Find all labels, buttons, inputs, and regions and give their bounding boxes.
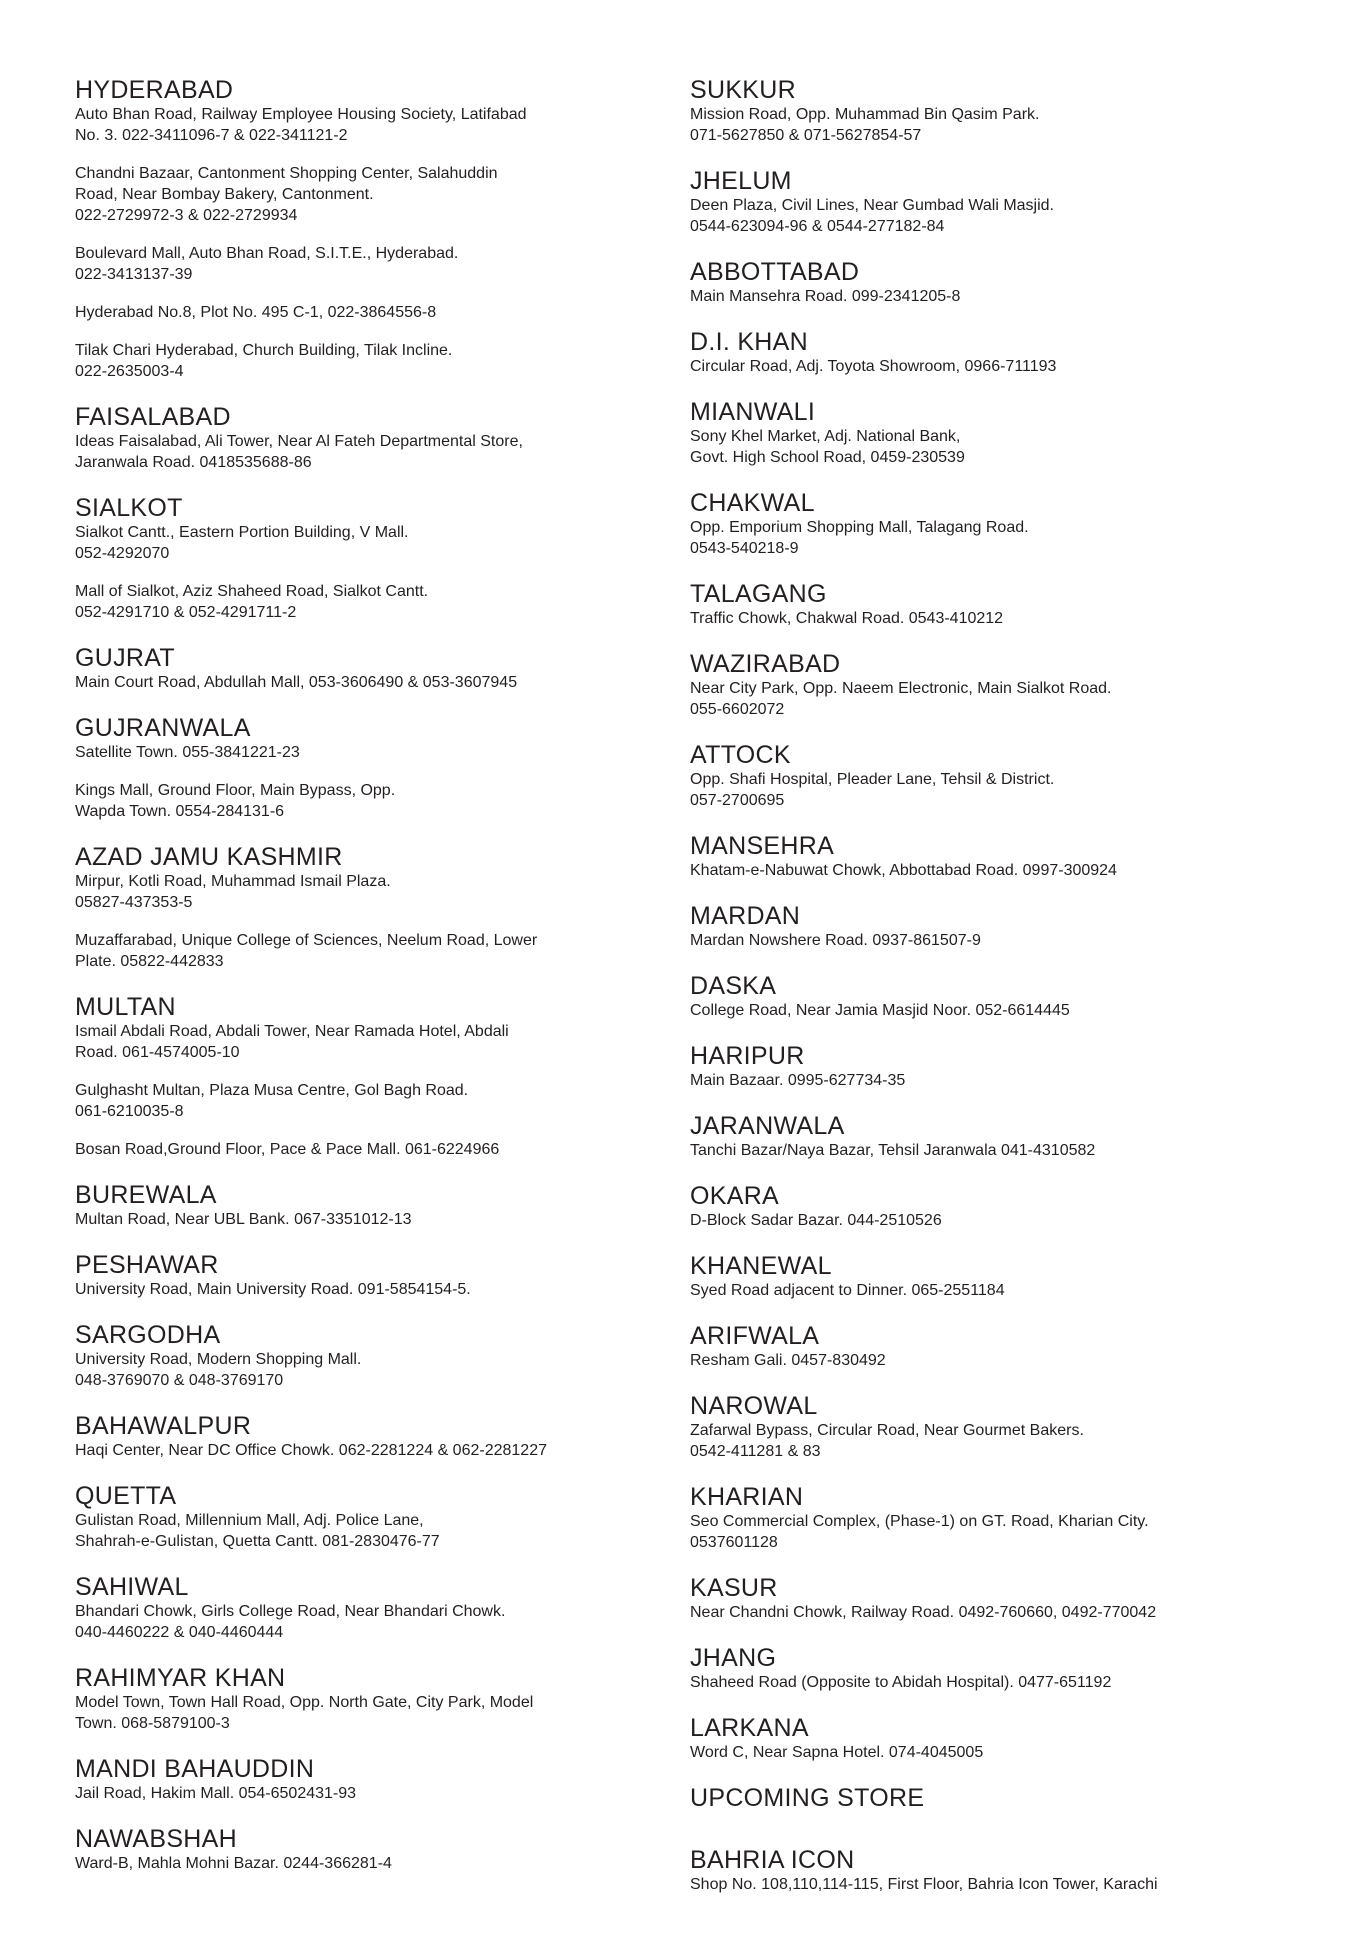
store-location-block bbox=[690, 1112, 1310, 1161]
city-heading: LARKANA bbox=[690, 1714, 809, 1742]
city-heading: QUETTA bbox=[75, 1482, 177, 1510]
city-heading: GUJRAT bbox=[75, 644, 175, 672]
city-heading: AZAD JAMU KASHMIR bbox=[75, 843, 343, 871]
store-address: Near Chandni Chowk, Railway Road. 0492-760660, 0492-770042 bbox=[690, 1604, 1157, 1621]
city-heading: ARIFWALA bbox=[690, 1322, 820, 1350]
store-address: Zafarwal Bypass, Circular Road, Near Gourmet Bakers. 0542-411281 & 83 bbox=[690, 1422, 1084, 1460]
city-heading: JHANG bbox=[690, 1644, 777, 1672]
store-location-block bbox=[690, 1483, 1310, 1553]
upcoming-store-heading: UPCOMING STORE bbox=[690, 1784, 925, 1812]
store-location-block bbox=[690, 258, 1310, 307]
store-address: University Road, Modern Shopping Mall. 048-3769070 & 048-3769170 bbox=[75, 1351, 362, 1389]
store-location-block bbox=[75, 1181, 675, 1230]
city-heading: HARIPUR bbox=[690, 1042, 805, 1070]
store-address: Deen Plaza, Civil Lines, Near Gumbad Wali Masjid. 0544-623094-96 & 0544-277182-84 bbox=[690, 197, 1054, 235]
store-address: Kings Mall, Ground Floor, Main Bypass, Opp. Wapda Town. 0554-284131-6 bbox=[75, 782, 396, 820]
city-heading: BAHRIA ICON bbox=[690, 1846, 855, 1874]
store-location-block bbox=[75, 76, 675, 382]
store-address: Word C, Near Sapna Hotel. 074-4045005 bbox=[690, 1744, 984, 1761]
store-location-block bbox=[690, 1322, 1310, 1371]
city-heading: SARGODHA bbox=[75, 1321, 221, 1349]
store-address: Seo Commercial Complex, (Phase-1) on GT. Road, Kharian City. 0537601128 bbox=[690, 1513, 1149, 1551]
store-address: Muzaffarabad, Unique College of Sciences, Neelum Road, Lower Plate. 05822-442833 bbox=[75, 932, 538, 970]
city-heading: D.I. KHAN bbox=[690, 328, 808, 356]
city-heading: MANDI BAHAUDDIN bbox=[75, 1755, 315, 1783]
store-address: Tanchi Bazar/Naya Bazar, Tehsil Jaranwala 041-4310582 bbox=[690, 1142, 1096, 1159]
city-heading: MARDAN bbox=[690, 902, 801, 930]
store-location-block bbox=[690, 650, 1310, 720]
store-location-block bbox=[75, 1825, 675, 1874]
store-address: Traffic Chowk, Chakwal Road. 0543-410212 bbox=[690, 610, 1004, 627]
store-address: Satellite Town. 055-3841221-23 bbox=[75, 744, 300, 761]
store-address: Model Town, Town Hall Road, Opp. North Gate, City Park, Model Town. 068-5879100-3 bbox=[75, 1694, 534, 1732]
city-heading: RAHIMYAR KHAN bbox=[75, 1664, 286, 1692]
store-address: Opp. Emporium Shopping Mall, Talagang Road. 0543-540218-9 bbox=[690, 519, 1029, 557]
store-address: Bhandari Chowk, Girls College Road, Near Bhandari Chowk. 040-4460222 & 040-4460444 bbox=[75, 1603, 506, 1641]
city-heading: MANSEHRA bbox=[690, 832, 835, 860]
city-heading: ATTOCK bbox=[690, 741, 791, 769]
store-address: Ismail Abdali Road, Abdali Tower, Near Ramada Hotel, Abdali Road. 061-4574005-10 bbox=[75, 1023, 509, 1061]
store-location-block bbox=[690, 1392, 1310, 1462]
store-location-block bbox=[690, 1714, 1310, 1763]
store-address: Mirpur, Kotli Road, Muhammad Ismail Plaza. 05827-437353-5 bbox=[75, 873, 391, 911]
store-location-block bbox=[690, 741, 1310, 811]
city-heading: CHAKWAL bbox=[690, 489, 815, 517]
store-address: Mardan Nowshere Road. 0937-861507-9 bbox=[690, 932, 981, 949]
left-column bbox=[75, 76, 675, 1895]
store-location-block bbox=[690, 1574, 1310, 1623]
city-heading: KASUR bbox=[690, 1574, 778, 1602]
store-address: Haqi Center, Near DC Office Chowk. 062-2281224 & 062-2281227 bbox=[75, 1442, 547, 1459]
city-heading: NAWABSHAH bbox=[75, 1825, 237, 1853]
city-heading: MIANWALI bbox=[690, 398, 816, 426]
city-heading: ABBOTTABAD bbox=[690, 258, 860, 286]
store-address: Syed Road adjacent to Dinner. 065-2551184 bbox=[690, 1282, 1005, 1299]
store-address: Near City Park, Opp. Naeem Electronic, Main Sialkot Road. 055-6602072 bbox=[690, 680, 1112, 718]
store-address: Mission Road, Opp. Muhammad Bin Qasim Park. 071-5627850 & 071-5627854-57 bbox=[690, 106, 1040, 144]
store-address: Sony Khel Market, Adj. National Bank, Govt. High School Road, 0459-230539 bbox=[690, 428, 965, 466]
store-address: Opp. Shafi Hospital, Pleader Lane, Tehsil & District. 057-2700695 bbox=[690, 771, 1055, 809]
city-heading: KHANEWAL bbox=[690, 1252, 832, 1280]
store-address: Hyderabad No.8, Plot No. 495 C-1, 022-3864556-8 bbox=[75, 304, 437, 321]
city-heading: GUJRANWALA bbox=[75, 714, 251, 742]
city-heading: JARANWALA bbox=[690, 1112, 845, 1140]
store-location-block bbox=[690, 1846, 1310, 1895]
city-heading: NAROWAL bbox=[690, 1392, 818, 1420]
store-location-block bbox=[75, 1664, 675, 1734]
store-location-block bbox=[690, 580, 1310, 629]
store-address: Shaheed Road (Opposite to Abidah Hospital). 0477-651192 bbox=[690, 1674, 1112, 1691]
store-address: Multan Road, Near UBL Bank. 067-3351012-13 bbox=[75, 1211, 412, 1228]
store-address: Sialkot Cantt., Eastern Portion Building, V Mall. 052-4292070 bbox=[75, 524, 409, 562]
city-heading: DASKA bbox=[690, 972, 777, 1000]
store-location-block bbox=[75, 1412, 675, 1461]
store-address: D-Block Sadar Bazar. 044-2510526 bbox=[690, 1212, 942, 1229]
store-address: Gulistan Road, Millennium Mall, Adj. Police Lane, Shahrah-e-Gulistan, Quetta Cantt. 081-2830476-77 bbox=[75, 1512, 440, 1550]
store-address: Tilak Chari Hyderabad, Church Building, Tilak Incline. 022-2635003-4 bbox=[75, 342, 453, 380]
city-heading: OKARA bbox=[690, 1182, 780, 1210]
store-location-block bbox=[75, 714, 675, 822]
store-address: Auto Bhan Road, Railway Employee Housing Society, Latifabad No. 3. 022-3411096-7 & 022-341121-2 bbox=[75, 106, 527, 144]
store-location-block bbox=[690, 1252, 1310, 1301]
store-location-block bbox=[690, 1644, 1310, 1693]
city-heading: KHARIAN bbox=[690, 1483, 804, 1511]
store-location-block bbox=[690, 76, 1310, 146]
store-location-block bbox=[75, 403, 675, 473]
store-address: Chandni Bazaar, Cantonment Shopping Center, Salahuddin Road, Near Bombay Bakery, Cantonment. 022-2729972-3 & 022-2729934 bbox=[75, 165, 498, 224]
store-location-block bbox=[690, 1182, 1310, 1231]
store-location-block bbox=[690, 832, 1310, 881]
store-address: University Road, Main University Road. 091-5854154-5. bbox=[75, 1281, 471, 1298]
city-heading: SAHIWAL bbox=[75, 1573, 189, 1601]
right-column bbox=[690, 76, 1310, 1916]
city-heading: TALAGANG bbox=[690, 580, 827, 608]
city-heading: PESHAWAR bbox=[75, 1251, 219, 1279]
store-address: Ward-B, Mahla Mohni Bazar. 0244-366281-4 bbox=[75, 1855, 392, 1872]
store-address: Main Mansehra Road. 099-2341205-8 bbox=[690, 288, 961, 305]
store-location-block bbox=[75, 1573, 675, 1643]
store-address: Resham Gali. 0457-830492 bbox=[690, 1352, 886, 1369]
store-location-block bbox=[690, 972, 1310, 1021]
store-location-block bbox=[75, 843, 675, 972]
store-address: Gulghasht Multan, Plaza Musa Centre, Gol Bagh Road. 061-6210035-8 bbox=[75, 1082, 469, 1120]
store-location-block bbox=[75, 644, 675, 693]
store-location-block bbox=[75, 1755, 675, 1804]
store-location-block bbox=[690, 489, 1310, 559]
store-location-block bbox=[690, 902, 1310, 951]
store-location-block bbox=[75, 1321, 675, 1391]
store-location-block bbox=[75, 1251, 675, 1300]
city-heading: BAHAWALPUR bbox=[75, 1412, 252, 1440]
store-address: Bosan Road,Ground Floor, Pace & Pace Mall. 061-6224966 bbox=[75, 1141, 500, 1158]
city-heading: HYDERABAD bbox=[75, 76, 234, 104]
city-heading: FAISALABAD bbox=[75, 403, 231, 431]
store-address: Mall of Sialkot, Aziz Shaheed Road, Sialkot Cantt. 052-4291710 & 052-4291711-2 bbox=[75, 583, 429, 621]
store-location-block bbox=[75, 1482, 675, 1552]
store-address: Boulevard Mall, Auto Bhan Road, S.I.T.E., Hyderabad. 022-3413137-39 bbox=[75, 245, 459, 283]
city-heading: JHELUM bbox=[690, 167, 792, 195]
store-location-block bbox=[690, 167, 1310, 237]
store-location-block bbox=[690, 398, 1310, 468]
store-address: Khatam-e-Nabuwat Chowk, Abbottabad Road. 0997-300924 bbox=[690, 862, 1117, 879]
city-heading: MULTAN bbox=[75, 993, 176, 1021]
city-heading: WAZIRABAD bbox=[690, 650, 841, 678]
store-location-block bbox=[75, 993, 675, 1160]
store-address: Main Court Road, Abdullah Mall, 053-3606490 & 053-3607945 bbox=[75, 674, 518, 691]
store-address: College Road, Near Jamia Masjid Noor. 052-6614445 bbox=[690, 1002, 1070, 1019]
store-address: Ideas Faisalabad, Ali Tower, Near Al Fateh Departmental Store, Jaranwala Road. 0418535688-86 bbox=[75, 433, 523, 471]
store-address: Shop No. 108,110,114-115, First Floor, Bahria Icon Tower, Karachi bbox=[690, 1876, 1158, 1893]
store-address: Jail Road, Hakim Mall. 054-6502431-93 bbox=[75, 1785, 357, 1802]
store-location-block bbox=[690, 328, 1310, 377]
city-heading: BUREWALA bbox=[75, 1181, 217, 1209]
city-heading: SIALKOT bbox=[75, 494, 183, 522]
store-address: Main Bazaar. 0995-627734-35 bbox=[690, 1072, 906, 1089]
store-location-block bbox=[75, 494, 675, 623]
store-location-block bbox=[690, 1042, 1310, 1091]
city-heading: SUKKUR bbox=[690, 76, 796, 104]
store-address: Circular Road, Adj. Toyota Showroom, 0966-711193 bbox=[690, 358, 1057, 375]
